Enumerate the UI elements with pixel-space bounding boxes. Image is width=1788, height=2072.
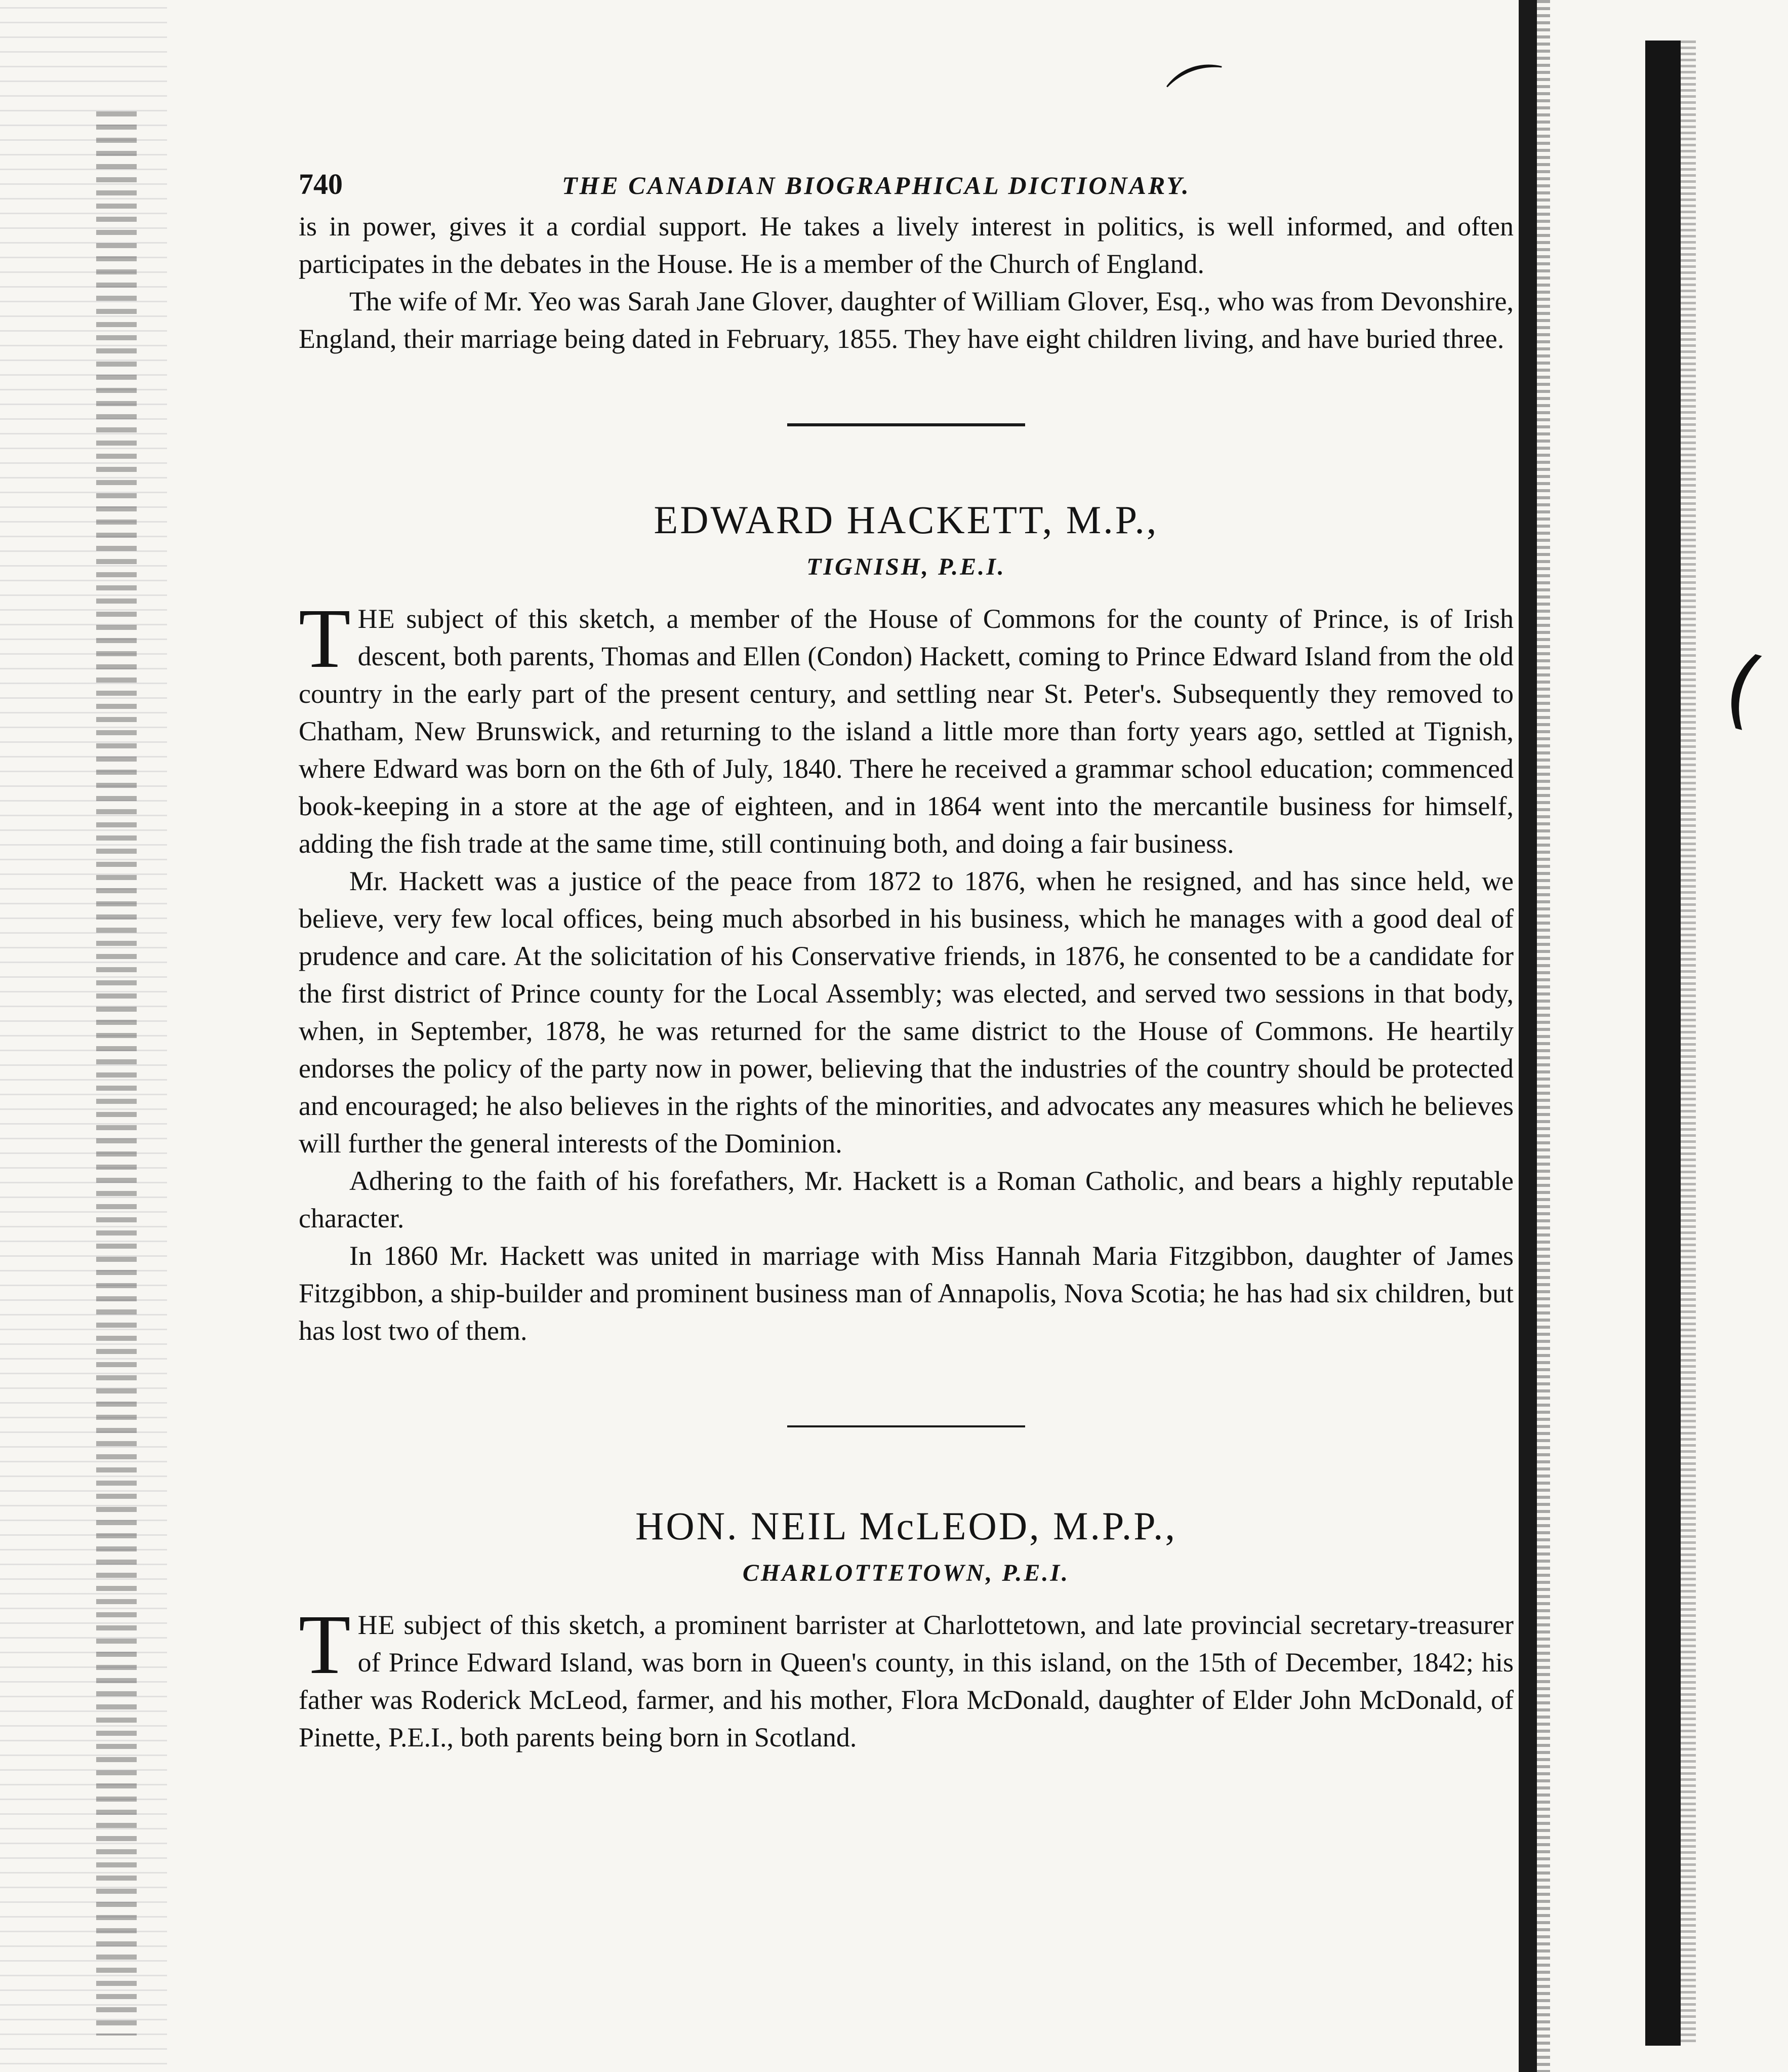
continued-entry — [299, 208, 1514, 357]
page-edge-shadow — [1645, 41, 1681, 2046]
lead-word: HE — [357, 604, 395, 634]
paragraph-text: subject of this sketch, a member of the House of Commons for the county of Prince, is of Irish descent, both parents, Thomas and Ellen (Condon) Hackett, coming to Prince Edward Island from the old country in the early part of the present century, and settling near St. Peter's. Subsequently they removed to Chatham, New Brunswick, and returning to the island a little more than forty years ago, settled at Tignish, where Edward was born on the 6th of July, 1840. There he received a grammar school education; commenced book-keeping in a store at the age of eighteen, and in 1864 went into the mercantile business for himself, adding the fish trade at the same time, still continuing both, and doing a fair business. — [299, 604, 1514, 859]
paragraph: The wife of Mr. Yeo was Sarah Jane Glover, daughter of William Glover, Esq., who was from Devonshire, England, their marriage being dated in February, 1855. They have eight children living, and have buried three. — [299, 286, 1514, 354]
running-head — [299, 167, 1514, 208]
lead-word: HE — [357, 1610, 395, 1640]
running-title: THE CANADIAN BIOGRAPHICAL DICTIONARY. — [562, 171, 1191, 200]
scan-artifact-left — [96, 111, 137, 2036]
entry-place: CHARLOTTETOWN, P.E.I. — [742, 1560, 1070, 1586]
section-rule — [787, 423, 1025, 426]
entry-edward-hackett — [299, 497, 1514, 1349]
pen-mark-top: ⌒ — [1161, 53, 1242, 140]
paragraph — [299, 1598, 1514, 1756]
pen-mark-right: ( — [1714, 635, 1772, 741]
page — [299, 167, 1514, 1756]
drop-cap: T — [299, 591, 351, 686]
drop-cap: T — [299, 1598, 351, 1692]
page-number: 740 — [299, 168, 343, 201]
paragraph-text: subject of this sketch, a prominent barrister at Charlottetown, and late provincial secretary-treasurer of Prince Edward Island, was born in Queen's county, in this island, on the 15th of December, 1842; his father was Roderick McLeod, farmer, and his mother, Flora McDonald, daughter of Elder John McDonald, of Pinette, P.E.I., both parents being born in Scotland. — [299, 1610, 1514, 1752]
entry-title: EDWARD HACKETT, M.P., — [654, 498, 1159, 542]
paragraph: is in power, gives it a cordial support. He takes a lively interest in politics, is well informed, and often participates in the debates in the House. He is a member of the Church of England. — [299, 211, 1514, 279]
entry-place: TIGNISH, P.E.I. — [806, 553, 1006, 580]
entry-title: HON. NEIL McLEOD, M.P.P., — [635, 1504, 1177, 1548]
gutter-shadow-fringe — [1537, 0, 1550, 2072]
edge-shadow-fringe — [1681, 41, 1696, 2046]
scan-edge-left — [0, 0, 167, 2072]
paragraph: In 1860 Mr. Hackett was united in marriage with Miss Hannah Maria Fitzgibbon, daughter of James Fitzgibbon, a ship-builder and prominent business man of Annapolis, Nova Scotia; he has had six children, but has lost two of them. — [299, 1241, 1514, 1346]
page-gutter-shadow — [1519, 0, 1537, 2072]
paragraph: Mr. Hackett was a justice of the peace from 1872 to 1876, when he resigned, and has since held, we believe, very few local offices, being much absorbed in his business, which he manages with a good deal of prudence and care. At the solicitation of his Conservative friends, in 1876, he consented to be a candidate for the first district of Prince county for the Local Assembly; was elected, and served two sessions in that body, when, in September, 1878, he was returned for the same district to the House of Commons. He heartily endorses the policy of the party now in power, believing that the industries of the country should be protected and encouraged; he also believes in the rights of the minorities, and advocates any measures which he believes will further the general interests of the Dominion. — [299, 866, 1514, 1159]
paragraph — [299, 591, 1514, 862]
section-rule — [787, 1425, 1025, 1427]
entry-neil-mcleod — [299, 1503, 1514, 1756]
paragraph: Adhering to the faith of his forefathers, Mr. Hackett is a Roman Catholic, and bears a highly reputable character. — [299, 1166, 1514, 1233]
